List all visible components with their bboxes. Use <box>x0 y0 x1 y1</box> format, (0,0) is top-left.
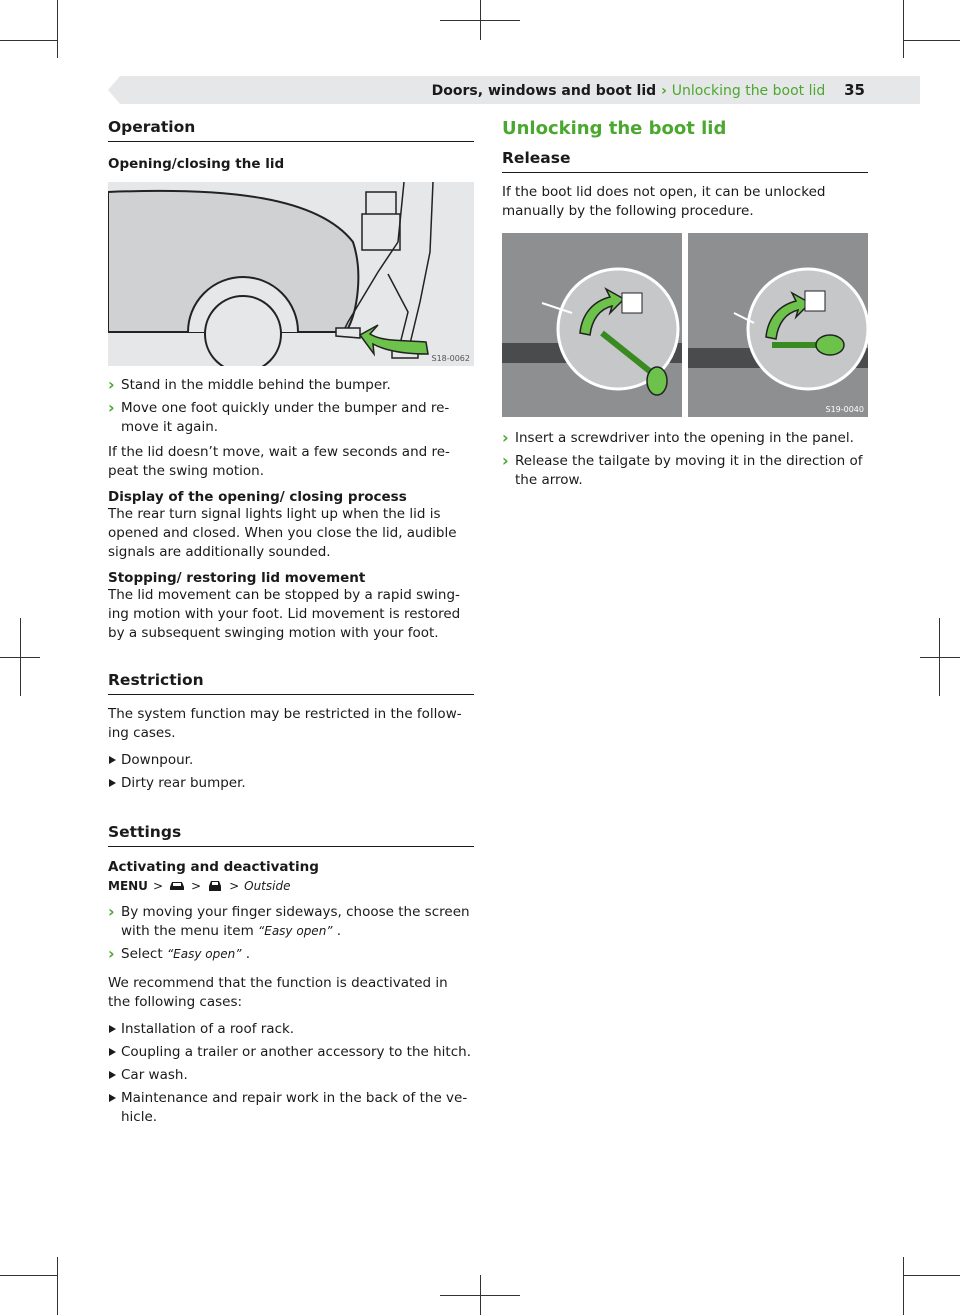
step-text: . <box>241 946 251 962</box>
foot-gesture-illustration <box>108 182 474 366</box>
menu-label: MENU <box>108 879 148 893</box>
step-item <box>108 903 474 941</box>
crop-mark <box>440 1295 520 1296</box>
stopping-heading: Stopping/ restoring lid movement <box>108 570 366 586</box>
paragraph: If the lid doesn’t move, wait a few seconds and re-peat the swing motion. <box>108 444 450 479</box>
list-item: Car wash. <box>108 1066 474 1085</box>
boot-release-illustration <box>502 233 868 417</box>
menu-separator: > <box>191 879 202 893</box>
running-header <box>432 80 865 100</box>
step-item <box>108 945 474 964</box>
step-text: By moving your finger sideways, choose the screen with the menu item <box>121 904 470 939</box>
menu-last: Outside <box>244 879 291 893</box>
settings-heading: Settings <box>108 823 474 847</box>
release-heading: Release <box>502 149 868 173</box>
list-item: Dirty rear bumper. <box>108 774 474 793</box>
opening-closing-subheading: Opening/closing the lid <box>108 156 285 172</box>
crop-mark <box>0 40 57 41</box>
boot-release-figure <box>502 233 868 417</box>
header-current: Unlocking the boot lid <box>671 83 826 99</box>
crop-mark <box>920 657 960 658</box>
paragraph: If the boot lid does not open, it can be unlocked manually by the following procedure. <box>502 184 826 219</box>
crop-mark <box>903 1257 904 1315</box>
paragraph: The system function may be restricted in the follow-ing cases. <box>108 706 462 741</box>
step-item: › Move one foot quickly under the bumper and re-move it again. <box>108 399 474 437</box>
crop-mark <box>57 0 58 58</box>
menu-item-name: “Easy open” <box>166 947 242 961</box>
crop-mark <box>0 1275 57 1276</box>
figure-code: S18-0062 <box>431 354 470 363</box>
crop-mark <box>0 657 40 658</box>
activating-subheading: Activating and deactivating <box>108 859 319 875</box>
step-item: › Insert a screwdriver into the opening in the panel. <box>502 429 868 448</box>
menu-separator: > <box>152 879 163 893</box>
menu-item-name: “Easy open” <box>258 924 333 938</box>
list-item: Downpour. <box>108 751 474 770</box>
right-column <box>502 118 868 490</box>
operation-heading: Operation <box>108 118 474 142</box>
step-item: › Release the tailgate by moving it in the direction of the arrow. <box>502 452 868 490</box>
list-item: Maintenance and repair work in the back of the ve-hicle. <box>108 1089 474 1127</box>
header-section: Doors, windows and boot lid <box>431 83 657 99</box>
step-text: . <box>332 923 342 939</box>
crop-mark <box>903 0 904 58</box>
crop-mark <box>57 1257 58 1315</box>
unlocking-title: Unlocking the boot lid <box>502 118 727 139</box>
crop-mark <box>903 1275 960 1276</box>
menu-path <box>108 879 474 893</box>
step-text: Select <box>121 946 167 962</box>
car-outside-icon <box>206 880 224 892</box>
crop-mark <box>903 40 960 41</box>
menu-separator: > <box>229 879 240 893</box>
header-separator: › <box>661 83 667 99</box>
left-column <box>108 118 474 1127</box>
step-item: › Stand in the middle behind the bumper. <box>108 376 474 395</box>
figure-code: S19-0040 <box>825 405 864 414</box>
list-item: Coupling a trailer or another accessory to the hitch. <box>108 1043 474 1062</box>
foot-gesture-figure <box>108 182 474 366</box>
page-number: 35 <box>844 81 865 99</box>
car-icon <box>168 880 186 892</box>
crop-mark <box>440 20 520 21</box>
display-heading: Display of the opening/ closing process <box>108 489 407 505</box>
list-item: Installation of a roof rack. <box>108 1020 474 1039</box>
paragraph: The rear turn signal lights light up when the lid is opened and closed. When you close the lid, audible signals are additionally sounded. <box>108 506 457 560</box>
paragraph: We recommend that the function is deactivated in the following cases: <box>108 975 448 1010</box>
restriction-heading: Restriction <box>108 671 474 695</box>
paragraph: The lid movement can be stopped by a rapid swing-ing motion with your foot. Lid movement is restored by a subsequent swinging motion with your foot. <box>108 587 461 641</box>
